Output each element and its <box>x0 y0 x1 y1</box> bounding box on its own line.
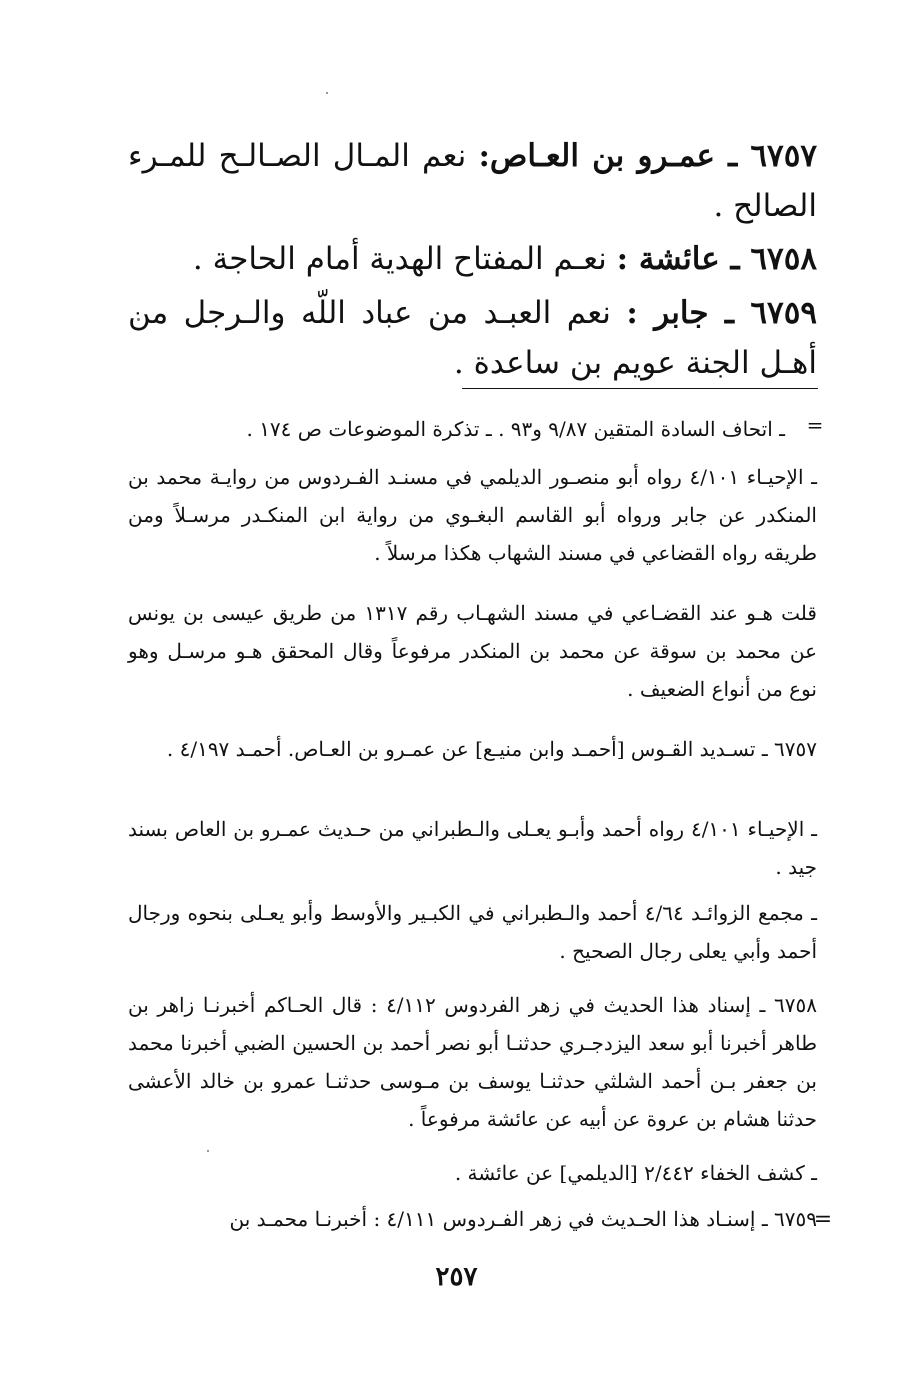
footnote-qultu <box>128 594 817 708</box>
hadith-entry-6757 <box>128 131 817 231</box>
entry-lead: ٦٧٥٩ ـ جابر : <box>626 295 818 331</box>
footnote-majma <box>128 894 817 970</box>
footnote-text: ٦٧٥٨ ـ إسناد هذا الحديث في زهر الفردوس ٤/١١٢ : قال الحـاكم أخبرنـا زاهر بن طاهر أخبرنا أبو سعد اليزدجـري حدثنـا أبو نصر أحمد بن الحسين الضبي أخبرنا محمد بن جعفر بـن أحمد الشلثي حدثنـا يوسف بن مـوسى حدثنـا عمرو بن خالد الأعشى حدثنا هشام بن عروة عن أبيه عن عائشة مرفوعاً . <box>128 993 817 1131</box>
continuation-mark: = <box>806 413 824 437</box>
footnote-6759-isnad <box>128 1200 817 1238</box>
entry-lead: ٦٧٥٧ ـ عمـرو بن العـاص: <box>478 138 817 174</box>
entry-text: نعم العبـد من عباد اللّه والـرجل من أهـل الجنة عويم بن ساعدة . <box>128 295 817 381</box>
footnote-ihya-6759 <box>128 458 817 572</box>
footnote-text: ـ الإحيـاء ٤/١٠١ رواه أبو منصـور الديلمي في مسنـد الفـردوس من روايـة محمد بن المنكدر عن جابر ورواه أبو القاسم البغـوي من رواية ابن المنكـدر مرسـلاً ومن طريقه رواه القضاعي في مسند الشهاب هكذا مرسلاً . <box>128 465 818 565</box>
footnote-text: ـ اتحاف السادة المتقين ٩/٨٧ و٩٣ . ـ تذكرة الموضوعات ص ١٧٤ . <box>246 417 785 441</box>
footnote-text: ٦٧٥٧ ـ تسـديد القـوس [أحمـد وابن منيـع] عن عمـرو بن العـاص. أحمـد ٤/١٩٧ . <box>166 737 817 761</box>
hadith-entry-6758 <box>128 234 817 284</box>
scan-speck <box>326 92 328 94</box>
entry-text: نعم المـال الصـالـح للمـرء الصالح . <box>128 138 817 224</box>
footnote-text: ـ مجمع الزوائـد ٤/٦٤ أحمد والـطبراني في الكبـير والأوسط وأبو يعـلى بنحوه ورجال أحمد وأبي يعلى رجال الصحيح . <box>128 901 817 963</box>
footnote-6758-isnad <box>128 986 817 1138</box>
footnote-separator <box>462 388 818 389</box>
entry-lead: ٦٧٥٨ ـ عائشة : <box>616 241 817 277</box>
footnote-text: قلت هـو عند القضـاعي في مسند الشهـاب رقم ١٣١٧ من طريق عيسى بن يونس عن محمد بن سوقة عن محمد بن المنكدر مرفوعاً وقال المحقق هـو مرسـل وهو نوع من أنواع الضعيف . <box>128 601 818 701</box>
page-number: ٢٥٧ <box>435 1262 478 1292</box>
footnote-text: ـ الإحيـاء ٤/١٠١ رواه أحمد وأبـو يعـلى والـطبراني من حـديث عمـرو بن العاص بسند جيد . <box>128 817 817 879</box>
footnote-text: ـ كشف الخفاء ٢/٤٤٢ [الديلمي] عن عائشة . <box>454 1161 817 1185</box>
footnote-ithaf <box>128 410 785 448</box>
scan-speck <box>207 1150 209 1152</box>
footnote-kashf <box>128 1154 817 1192</box>
footnote-6757-tasdid <box>128 730 817 768</box>
entry-text: نعـم المفتاح الهدية أمام الحاجة . <box>192 241 617 277</box>
continuation-mark-end: = <box>813 1207 833 1232</box>
footnote-ihya-6757 <box>128 810 817 886</box>
footnote-text: ٦٧٥٩ ـ إسنـاد هذا الحـديث في زهر الفـردوس ٤/١١١ : أخبرنـا محمـد بن <box>229 1207 817 1231</box>
hadith-entry-6759 <box>128 288 817 388</box>
